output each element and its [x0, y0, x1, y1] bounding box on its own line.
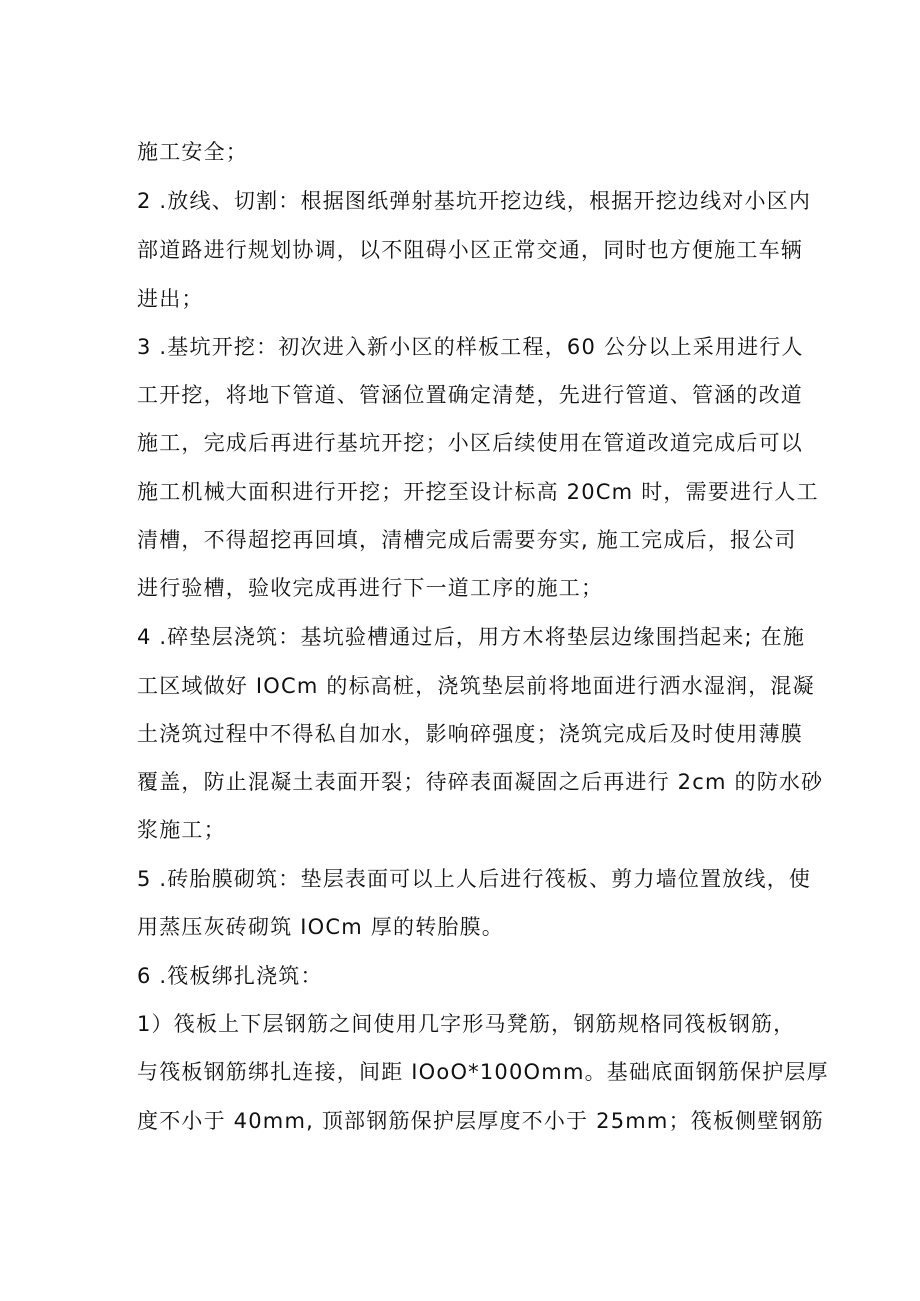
text-line: 进出；: [137, 287, 204, 311]
text-line: 工区域做好 IOCm 的标高桩，浇筑垫层前将地面进行洒水湿润，混凝: [137, 674, 815, 698]
text-line: 清槽，不得超挖再回填，清槽完成后需要夯实, 施工完成后，报公司: [137, 528, 797, 552]
text-line: 6 .筏板绑扎浇筑：: [137, 964, 323, 988]
text-line: 与筏板钢筋绑扎连接，间距 IOoO*100Omm。基础底面钢筋保护层厚: [137, 1060, 829, 1084]
text-line: 覆盖，防止混凝土表面开裂；待碎表面凝固之后再进行 2cm 的防水砂: [137, 770, 824, 794]
text-line: 土浇筑过程中不得私自加水，影响碎强度；浇筑完成后及时使用薄膜: [137, 722, 803, 746]
text-line: 2 .放线、切割：根据图纸弹射基坑开挖边线，根据开挖边线对小区内: [137, 189, 812, 213]
text-line: 部道路进行规划协调，以不阻碍小区正常交通，同时也方便施工车辆: [137, 238, 803, 262]
text-line: 5 .砖胎膜砌筑：垫层表面可以上人后进行筏板、剪力墙位置放线，使: [137, 867, 812, 891]
text-line: 用蒸压灰砖砌筑 IOCm 厚的转胎膜。: [137, 915, 504, 939]
text-line: 工开挖，将地下管道、管涵位置确定清楚，先进行管道、管涵的改道: [137, 383, 803, 407]
text-line: 1）筏板上下层钢筋之间使用几字形马凳筋，钢筋规格同筏板钢筋，: [137, 1012, 796, 1036]
text-line: 施工安全；: [137, 140, 248, 164]
text-line: 施工，完成后再进行基坑开挖；小区后续使用在管道改道完成后可以: [137, 431, 803, 455]
text-line: 4 .碎垫层浇筑：基坑验槽通过后，用方木将垫层边缘围挡起来; 在施: [137, 625, 806, 649]
text-line: 度不小于 40mm, 顶部钢筋保护层厚度不小于 25mm；筏板侧壁钢筋: [137, 1109, 824, 1133]
text-line: 进行验槽，验收完成再进行下一道工序的施工；: [137, 576, 604, 600]
text-line: 3 .基坑开挖：初次进入新小区的样板工程，60 公分以上采用进行人: [137, 335, 804, 359]
text-line: 浆施工；: [137, 818, 226, 842]
text-line: 施工机械大面积进行开挖；开挖至设计标高 20Cm 时，需要进行人工: [137, 480, 819, 504]
